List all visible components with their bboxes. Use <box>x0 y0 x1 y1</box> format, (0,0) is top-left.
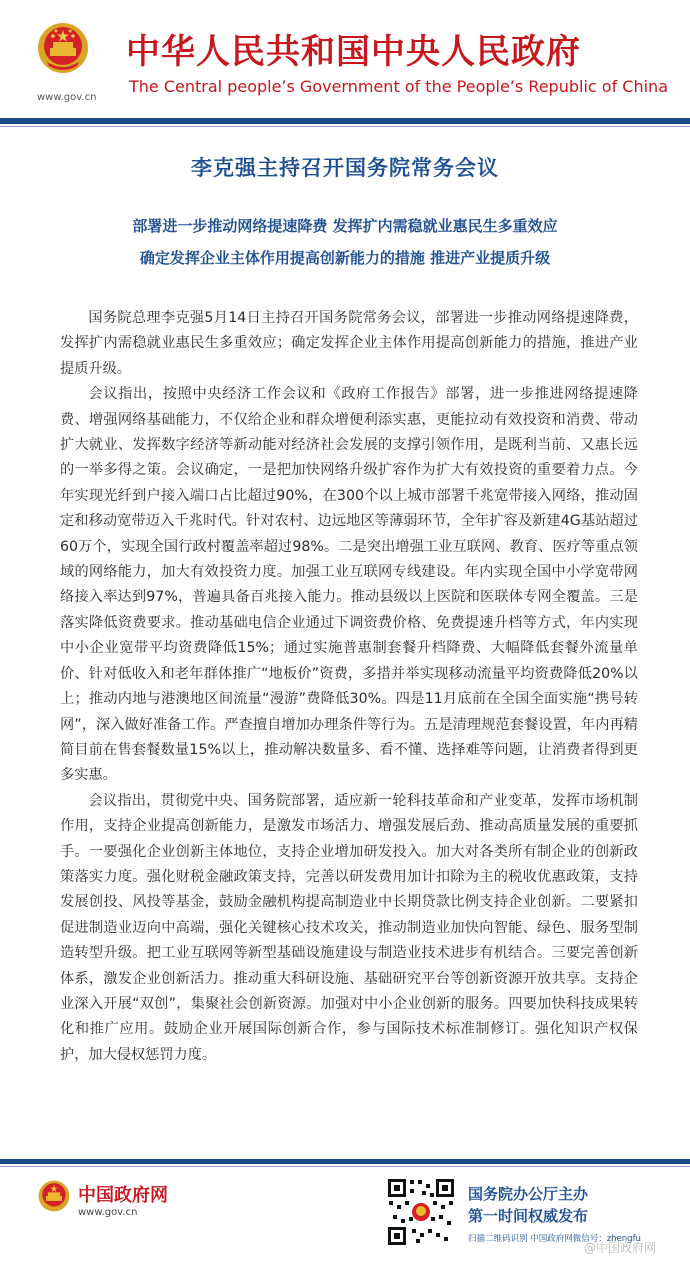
footer-brand: 中国政府网 <box>78 1185 168 1206</box>
national-emblem-icon <box>37 22 89 74</box>
article-paragraph-3: 会议指出，贯彻党中央、国务院部署，适应新一轮科技革命和产业变革，发挥市场机制作用，支持企业提高创新能力，是激发市场活力、增强发展后劲、推动高质量发展的重要抓手。一要强化企业创新主体地位，支持企业增加研发投入。加大对各类所有制企业的创新政策落实力度。强化财税金融政策支持，完善以研发费用加计扣除为主的税收优惠政策，支持发展创投、风投等基金，鼓励金融机构提高制造业中长期贷款比例支持企业创新。二要紧扣促进制造业迈向中高端，强化关键核心技术攻关，推动制造业加快向智能、绿色、服务型制造转型升级。把工业互联网等新型基础设施建设与制造业技术进步有机结合。三要完善创新体系，激发企业创新活力。推动重大科研设施、基础研究平台等创新资源开放共享。支持企业深入开展“双创”，集聚社会创新资源。加强对中小企业创新的服务。四要加快科技成果转化和推广应用。鼓励企业开展国际创新合作，参与国际技术标准制修订。强化知识产权保护，加大侵权惩罚力度。 <box>60 792 638 1063</box>
footer-emblem-icon <box>38 1180 70 1212</box>
qr-code-icon[interactable] <box>386 1177 456 1247</box>
site-title-chinese: 中华人民共和国中央人民政府 <box>126 32 581 72</box>
footer-url[interactable]: www.gov.cn <box>78 1207 138 1218</box>
article-body <box>60 306 638 1111</box>
footer-scan-text: 扫描二维码识别 中国政府网微信号：zhengfu <box>468 1234 641 1244</box>
footer-tagline-2: 第一时间权威发布 <box>468 1207 589 1225</box>
article-paragraph-1: 国务院总理李克强5月14日主持召开国务院常务会议，部署进一步推动网络提速降费，发挥扩内需稳就业惠民生多重效应；确定发挥企业主体作用提高创新能力的措施，推进产业提质升级。 <box>60 310 638 377</box>
page-header <box>0 0 690 120</box>
article-subtitle-1: 部署进一步推动网络提速降费 发挥扩内需稳就业惠民生多重效应 <box>132 217 558 235</box>
header-divider <box>0 118 690 124</box>
weibo-watermark: @中国政府网 <box>584 1241 657 1255</box>
footer-divider <box>0 1159 690 1164</box>
site-title-english: The Central people’s Government of the People’s Republic of China <box>129 77 668 96</box>
article-paragraph-2: 会议指出，按照中央经济工作会议和《政府工作报告》部署，进一步推进网络提速降费、增强网络基础能力，不仅给企业和群众增便利添实惠，更能拉动有效投资和消费、带动扩大就业、发挥数字经济等新动能对经济社会发展的支撑引领作用，是既利当前、又惠长远的一举多得之策。会议确定，一是把加快网络升级扩容作为扩大有效投资的重要着力点。今年实现光纤到户接入端口占比超过90%，在300个以上城市部署千兆宽带接入网络，推动固定和移动宽带迈入千兆时代。针对农村、边远地区等薄弱环节，全年扩容及新建4G基站超过60万个，实现全国行政村覆盖率超过98%。二是突出增强工业互联网、教育、医疗等重点领域的网络能力，加大有效投资力度。加强工业互联网专线建设。年内实现全国中小学宽带网络接入率达到97%，普遍具备百兆接入能力。推动县级以上医院和医联体专网全覆盖。三是落实降低资费要求。推动基础电信企业通过下调资费价格、免费提速升档等方式，年内实现中小企业宽带平均资费降低15%；通过实施普惠制套餐升档降费、大幅降低套餐外流量单价、针对低收入和老年群体推广“地板价”资费，多措并举实现移动流量平均资费降低20%以上；推动内地与港澳地区间流量“漫游”费降低30%。四是11月底前在全国全面实施“携号转网”，深入做好准备工作。严查擅自增加办理条件等行为。五是清理规范套餐设置，年内再精简目前在售套餐数量15%以上，推动解决数量多、看不懂、选择难等问题，让消费者得到更多实惠。 <box>60 386 638 784</box>
footer-divider-thin <box>0 1166 690 1167</box>
footer-tagline-1: 国务院办公厅主办 <box>468 1185 589 1203</box>
site-url[interactable]: www.gov.cn <box>37 92 97 103</box>
article-subtitle-2: 确定发挥企业主体作用提高创新能力的措施 推进产业提质升级 <box>139 249 551 267</box>
header-divider-thin <box>0 126 690 127</box>
article-title: 李克强主持召开国务院常务会议 <box>191 156 499 180</box>
